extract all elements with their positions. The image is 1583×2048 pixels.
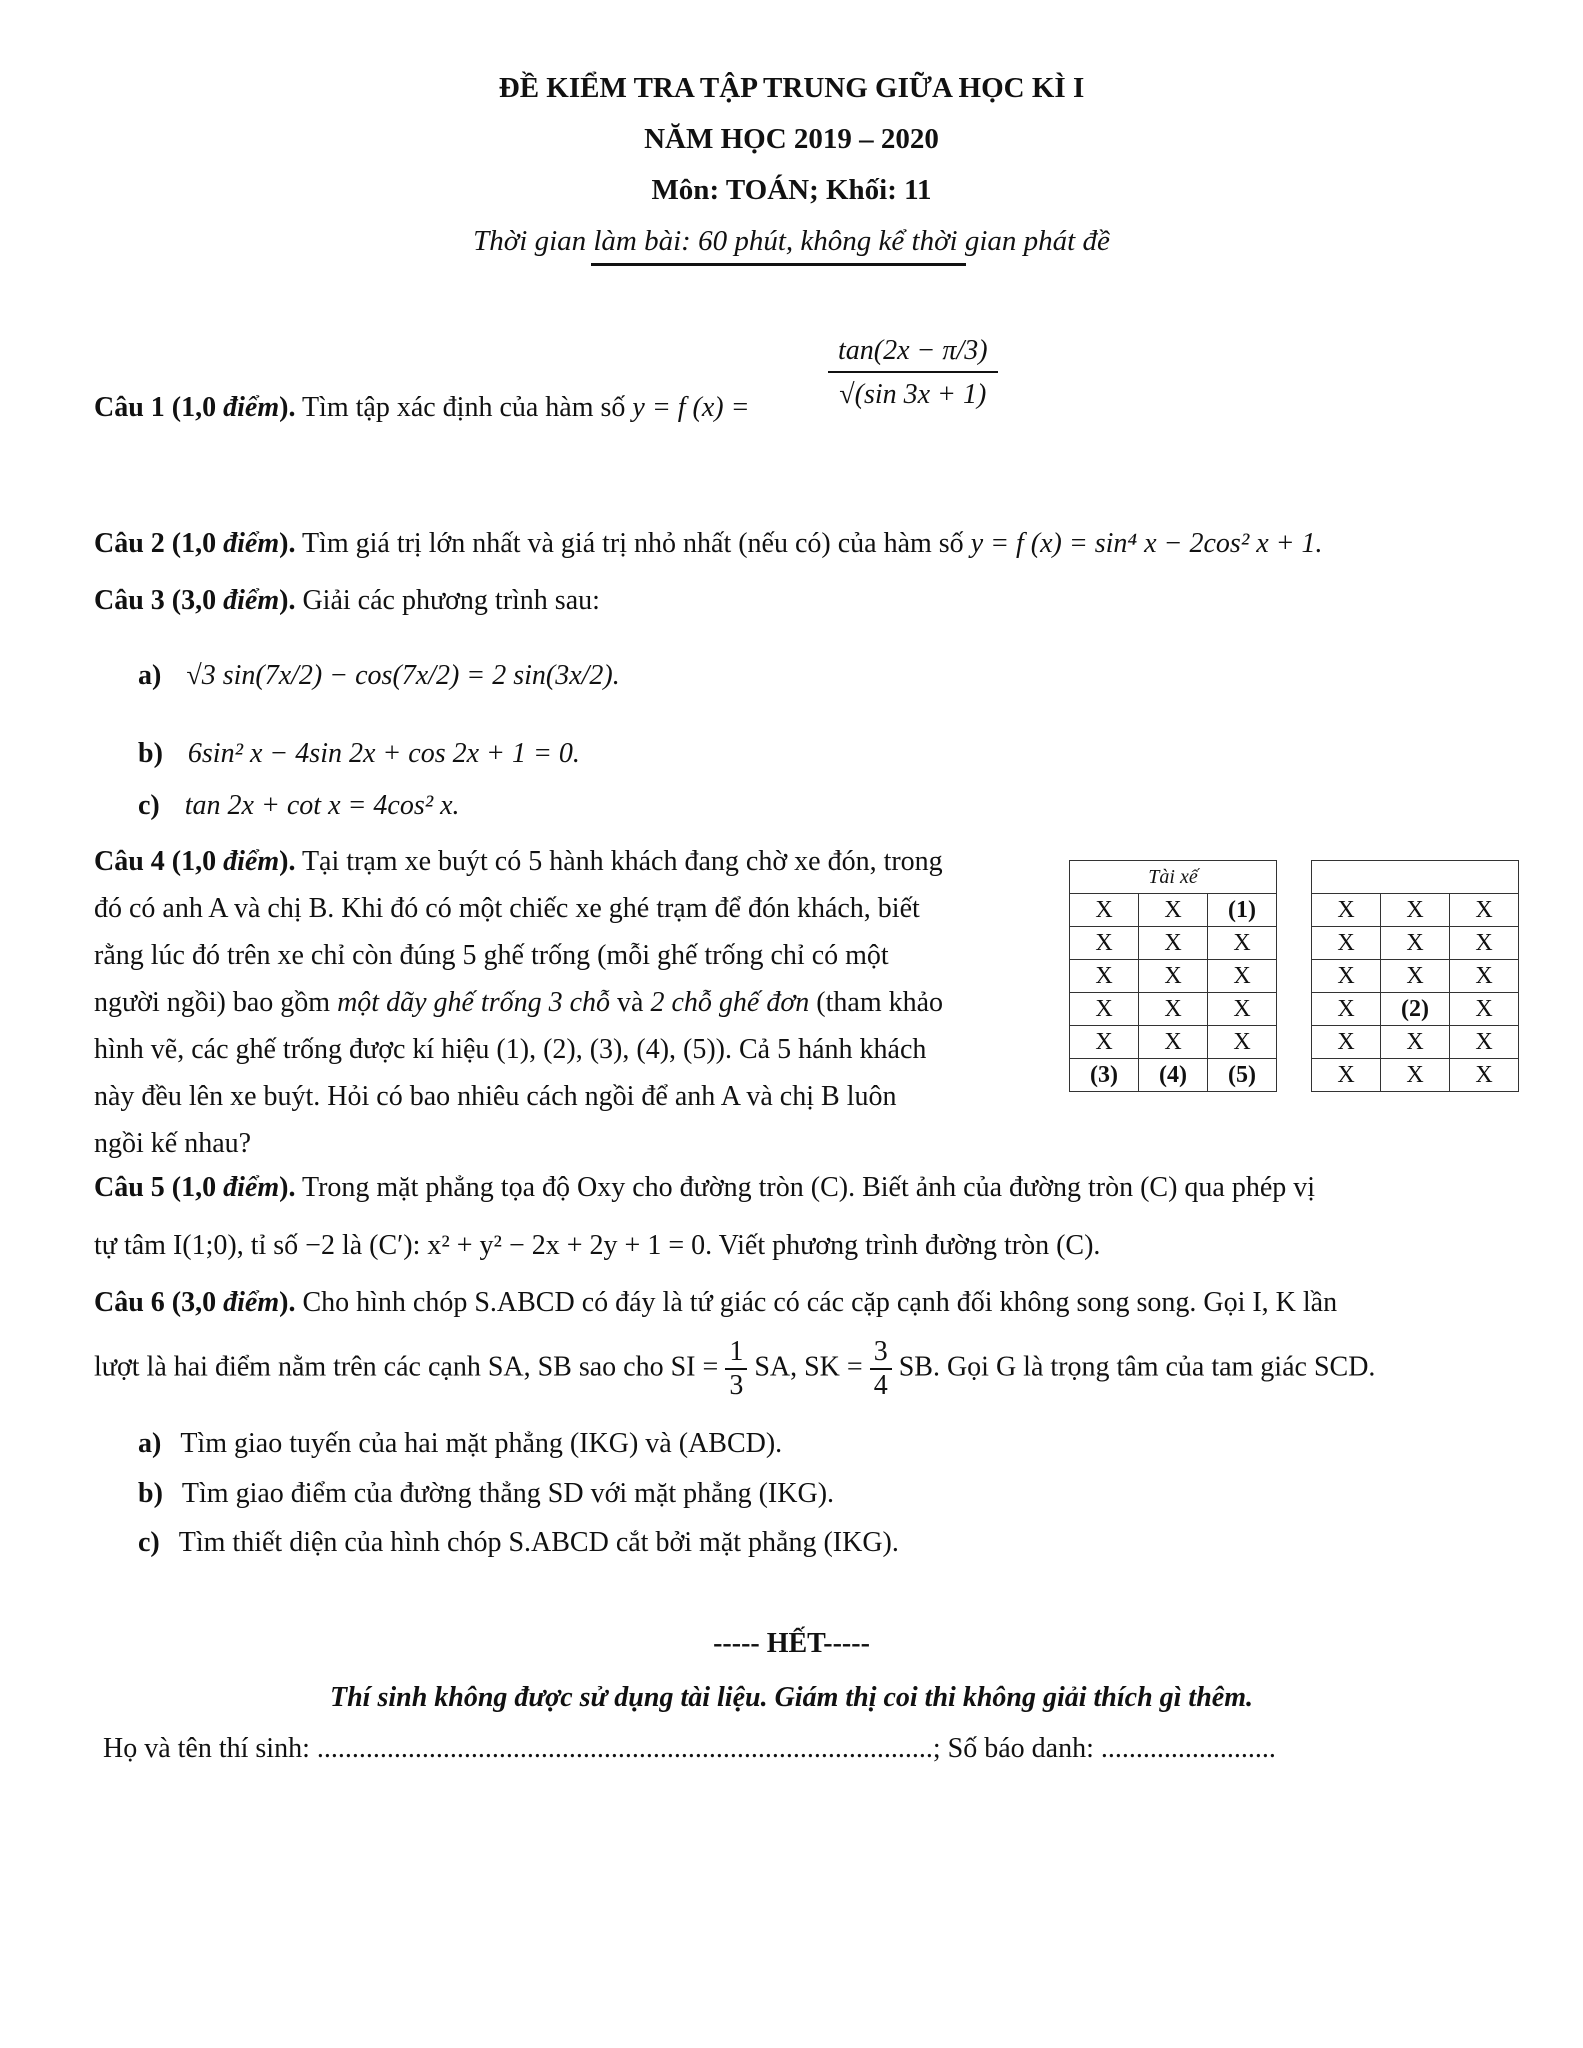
time-limit: Thời gian làm bài: 60 phút, không kể thời gian phát đề (473, 225, 1110, 257)
seat-cell: X (1312, 993, 1381, 1026)
q1-label: Câu 1 (1,0 (94, 392, 224, 423)
q3-c-equation: tan 2x + cot x = 4cos² x. (184, 790, 460, 821)
q4-points: điểm (223, 846, 280, 877)
seat-cell: X (1450, 960, 1519, 993)
q4-label: Câu 4 (1,0 (94, 846, 224, 877)
seat-cell: X (1381, 927, 1450, 960)
q6-line-2 (94, 1336, 1375, 1402)
seat-cell: X (1139, 1026, 1208, 1059)
seat-cell-empty-2: (2) (1381, 993, 1450, 1026)
q6-text-1: Cho hình chóp S.ABCD có đáy là tứ giác có các cặp cạnh đối không song song. Gọi I, K lần (295, 1287, 1338, 1318)
q3-b-equation: 6sin² x − 4sin 2x + cos 2x + 1 = 0. (187, 738, 580, 769)
q5-line-2: tự tâm I(1;0), tỉ số −2 là (C′): x² + y² − 2x + 2y + 1 = 0. Viết phương trình đường tròn (C). (94, 1230, 1101, 1261)
q4-line-1 (94, 838, 1039, 885)
seat-cell: X (1450, 1026, 1519, 1059)
q1-denominator: √(sin 3x + 1) (839, 379, 987, 410)
seat-cell: X (1450, 993, 1519, 1026)
subject-grade: Môn: TOÁN; Khối: 11 (651, 174, 932, 206)
seat-cell: X (1450, 927, 1519, 960)
question-4 (94, 838, 1039, 1167)
q3-text: Giải các phương trình sau: (295, 585, 600, 616)
q6-part-c (138, 1527, 899, 1559)
exam-note: Thí sinh không được sử dụng tài liệu. Giám thị coi thi không giải thích gì thêm. (329, 1682, 1253, 1713)
q4-line-4 (94, 979, 1039, 1026)
seat-cell: X (1070, 927, 1139, 960)
q6-fraction-1 (725, 1336, 747, 1402)
q2-close: ). (279, 528, 296, 559)
question-1 (94, 392, 750, 424)
q3-b-label: b) (138, 738, 163, 769)
q6-text-2a: lượt là hai điểm nằm trên các cạnh SA, SB sao cho SI = (94, 1351, 719, 1383)
q1-text: Tìm tập xác định của hàm số (295, 392, 633, 423)
seat-cell: X (1312, 960, 1381, 993)
q4-close: ). (279, 846, 296, 877)
q5-close: ). (279, 1172, 296, 1203)
seat-cell: X (1450, 894, 1519, 927)
seat-cell: X (1381, 1026, 1450, 1059)
q4-line-6: này đều lên xe buýt. Hỏi có bao nhiêu cách ngồi để anh A và chị B luôn (94, 1081, 897, 1112)
q3-c-label: c) (138, 790, 160, 821)
q3-a-equation: √3 sin(7x/2) − cos(7x/2) = 2 sin(3x/2). (186, 660, 620, 691)
q3-part-a (138, 660, 620, 692)
q1-fraction (828, 335, 998, 411)
q3-part-b (138, 738, 580, 770)
q1-close: ). (279, 392, 296, 423)
seat-cell: X (1139, 960, 1208, 993)
driver-label: Tài xế (1070, 861, 1277, 894)
q4-line-3: rằng lúc đó trên xe chỉ còn đúng 5 ghế trống (mỗi ghế trống chỉ có một (94, 940, 889, 971)
q6-text-2c: SB. Gọi G là trọng tâm của tam giác SCD. (898, 1351, 1376, 1383)
q6-a-text: Tìm giao tuyến của hai mặt phẳng (IKG) và (ABCD). (180, 1428, 783, 1459)
q2-label: Câu 2 (1,0 (94, 528, 224, 559)
q6-a-label: a) (138, 1428, 162, 1459)
candidate-info-line: Họ và tên thí sinh: ........................................................................................; Số báo danh: ......................... (103, 1733, 1276, 1764)
seat-cell-empty-3: (3) (1070, 1059, 1139, 1092)
q4-text-4: người ngồi) bao gồm (94, 987, 338, 1018)
seat-cell: X (1381, 1059, 1450, 1092)
q6-part-b (138, 1478, 834, 1510)
q1-points: điểm (223, 392, 280, 423)
question-5 (94, 1172, 1315, 1204)
q1-lhs: y = f (x) = (632, 392, 750, 423)
q4-line-5: hình vẽ, các ghế trống được kí hiệu (1), (2), (3), (4), (5)). Cả 5 hánh khách (94, 1034, 927, 1065)
question-6 (94, 1287, 1337, 1319)
school-year: NĂM HỌC 2019 – 2020 (644, 123, 939, 155)
seat-cell: X (1070, 894, 1139, 927)
seat-cell: X (1139, 894, 1208, 927)
seat-cell: X (1208, 993, 1277, 1026)
seat-cell: X (1208, 1026, 1277, 1059)
seat-cell: X (1312, 1059, 1381, 1092)
seat-row (1070, 1026, 1519, 1059)
q6-points: điểm (223, 1287, 280, 1318)
question-2 (94, 528, 1323, 560)
seat-cell: X (1070, 960, 1139, 993)
q3-a-label: a) (138, 660, 162, 691)
exam-title: ĐỀ KIỂM TRA TẬP TRUNG GIỮA HỌC KÌ I (498, 72, 1085, 104)
q6-c-text: Tìm thiết diện của hình chóp S.ABCD cắt bởi mặt phẳng (IKG). (178, 1527, 899, 1558)
seat-cell-empty-1: (1) (1208, 894, 1277, 927)
seat-cell: X (1070, 993, 1139, 1026)
end-marker: ----- HẾT----- (713, 1628, 870, 1659)
q6-b-text: Tìm giao điểm của đường thẳng SD với mặt phẳng (IKG). (181, 1478, 835, 1509)
q6-fraction-2 (870, 1336, 892, 1402)
q4-line-7: ngồi kế nhau? (94, 1128, 252, 1159)
header-underline (591, 263, 966, 266)
q4-line-2: đó có anh A và chị B. Khi đó có một chiếc xe ghé trạm để đón khách, biết (94, 893, 920, 924)
seat-cell-empty-4: (4) (1139, 1059, 1208, 1092)
q6-b-label: b) (138, 1478, 163, 1509)
q5-label: Câu 5 (1,0 (94, 1172, 224, 1203)
seat-row (1070, 894, 1519, 927)
seat-row (1070, 1059, 1519, 1092)
seat-cell: X (1139, 993, 1208, 1026)
q3-points: điểm (223, 585, 280, 616)
q3-close: ). (279, 585, 296, 616)
q6-part-a (138, 1428, 782, 1460)
seat-cell-empty-5: (5) (1208, 1059, 1277, 1092)
q6-frac1-num: 1 (725, 1336, 747, 1370)
q5-text-1: Trong mặt phẳng tọa độ Oxy cho đường tròn (C). Biết ảnh của đường tròn (C) qua phép vị (295, 1172, 1316, 1203)
seat-cell: X (1381, 960, 1450, 993)
question-3 (94, 585, 600, 617)
q4-tail: (tham khảo (809, 987, 944, 1018)
q2-formula: y = f (x) = sin⁴ x − 2cos² x + 1. (970, 528, 1323, 559)
q4-mid: và (610, 987, 651, 1018)
q3-part-c (138, 790, 460, 822)
seat-row (1070, 927, 1519, 960)
q6-label: Câu 6 (3,0 (94, 1287, 224, 1318)
q6-close: ). (279, 1287, 296, 1318)
seating-table (1069, 860, 1519, 1092)
q2-text: Tìm giá trị lớn nhất và giá trị nhỏ nhất (nếu có) của hàm số (295, 528, 971, 559)
seat-cell: X (1312, 894, 1381, 927)
q4-text-1: Tại trạm xe buýt có 5 hành khách đang chờ xe đón, trong (295, 846, 943, 877)
seat-cell: X (1070, 1026, 1139, 1059)
seat-cell: X (1381, 894, 1450, 927)
seat-cell: X (1450, 1059, 1519, 1092)
q4-italic-1: một dãy ghế trống 3 chỗ (337, 987, 611, 1018)
q6-frac2-den: 4 (873, 1370, 888, 1401)
seat-cell: X (1139, 927, 1208, 960)
q6-text-2b: SA, SK = (754, 1351, 863, 1383)
q1-numerator: tan(2x − π/3) (828, 335, 998, 373)
q6-frac1-den: 3 (729, 1370, 744, 1401)
q2-points: điểm (223, 528, 280, 559)
q5-points: điểm (223, 1172, 280, 1203)
q4-italic-2: 2 chỗ ghế đơn (650, 987, 810, 1018)
q6-c-label: c) (138, 1527, 160, 1558)
seat-cell: X (1208, 960, 1277, 993)
seat-cell: X (1208, 927, 1277, 960)
bus-seating-diagram (1069, 860, 1519, 1092)
seat-row (1070, 960, 1519, 993)
seat-row (1070, 993, 1519, 1026)
seat-cell: X (1312, 927, 1381, 960)
q6-frac2-num: 3 (870, 1336, 892, 1370)
q3-label: Câu 3 (3,0 (94, 585, 224, 616)
seat-cell: X (1312, 1026, 1381, 1059)
